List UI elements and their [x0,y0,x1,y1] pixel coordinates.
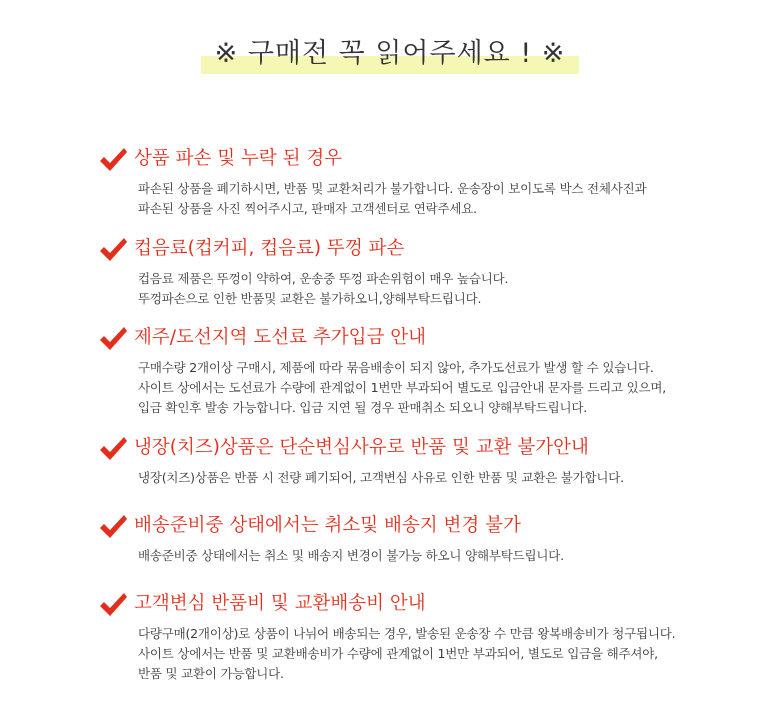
check-icon [98,147,128,173]
notice-section [98,233,768,306]
section-body-line: 반품 및 교환이 가능합니다. [138,666,284,681]
section-body-line: 컵음료 제품은 뚜껑이 약하여, 운송중 뚜껑 파손위험이 매우 높습니다. [138,271,509,286]
check-icon [98,436,128,462]
notice-section [98,432,768,485]
section-heading [98,510,768,542]
notice-section [98,510,768,563]
check-icon [98,514,128,540]
section-heading-text: 냉장(치즈)상품은 단순변심사유로 반품 및 교환 불가안내 [134,437,589,458]
section-body-line: 다량구매(2개이상)로 상품이 나뉘어 배송되는 경우, 발송된 운송장 수 만큼 왕복배송비가 청구됩니다. [138,626,676,641]
section-heading [98,432,768,464]
section-heading [98,233,768,265]
section-body [138,624,675,684]
section-heading [98,588,768,620]
notice-title [201,32,580,76]
section-heading-text: 배송준비중 상태에서는 취소및 배송지 변경 불가 [134,515,521,536]
check-icon [98,592,128,618]
section-body-line: 배송준비중 상태에서는 취소 및 배송지 변경이 불가능 하오니 양해부탁드립니다. [138,548,564,563]
section-body-line: 파손된 상품을 폐기하시면, 반품 및 교환처리가 불가합니다. 운송장이 보이도록 박스 전체사진과 [138,181,647,196]
section-heading-text: 컵음료(컵커피, 컵음료) 뚜껑 파손 [134,238,405,259]
section-body-line: 입금 확인후 발송 가능합니다. 입금 지연 될 경우 판매취소 되오니 양해부탁드립니다. [138,400,588,415]
section-body-line: 사이트 상에서는 반품 및 교환배송비가 수량에 관계없이 1번만 부과되어, 별도로 입금을 해주셔야, [138,646,658,661]
notice-title-wrap [0,32,780,76]
section-body [138,179,646,219]
section-body [138,468,624,488]
check-icon [98,326,128,352]
notice-section [98,143,768,216]
section-body-line: 뚜껑파손으로 인한 반품및 교환은 불가하오니,양해부탁드립니다. [138,291,482,306]
section-body-line: 구매수량 2개이상 구매시, 제품에 따라 묶음배송이 되지 않아, 추가도선료가 발생 할 수 있습니다. [138,360,654,375]
section-heading-text: 고객변심 반품비 및 교환배송비 안내 [134,593,426,614]
section-heading [98,322,768,354]
notice-section [98,588,768,681]
notice-title-text: ※ 구매전 꼭 읽어주세요 ! ※ [214,38,566,69]
section-heading-text: 상품 파손 및 누락 된 경우 [134,148,343,169]
check-icon [98,237,128,263]
section-body-line: 파손된 상품을 사진 찍어주시고, 판매자 고객센터로 연락주세요. [138,201,477,216]
section-body [138,546,564,566]
section-heading [98,143,768,175]
section-body [138,358,666,418]
section-body-line: 냉장(치즈)상품은 반품 시 전량 폐기되어, 고객변심 사유로 인한 반품 및 교환은 불가합니다. [138,470,624,485]
section-body-line: 사이트 상에서는 도선료가 수량에 관계없이 1번만 부과되어 별도로 입금안내 문자를 드리고 있으며, [138,380,667,395]
section-heading-text: 제주/도선지역 도선료 추가입금 안내 [134,327,426,348]
section-body [138,269,508,309]
notice-section [98,322,768,415]
